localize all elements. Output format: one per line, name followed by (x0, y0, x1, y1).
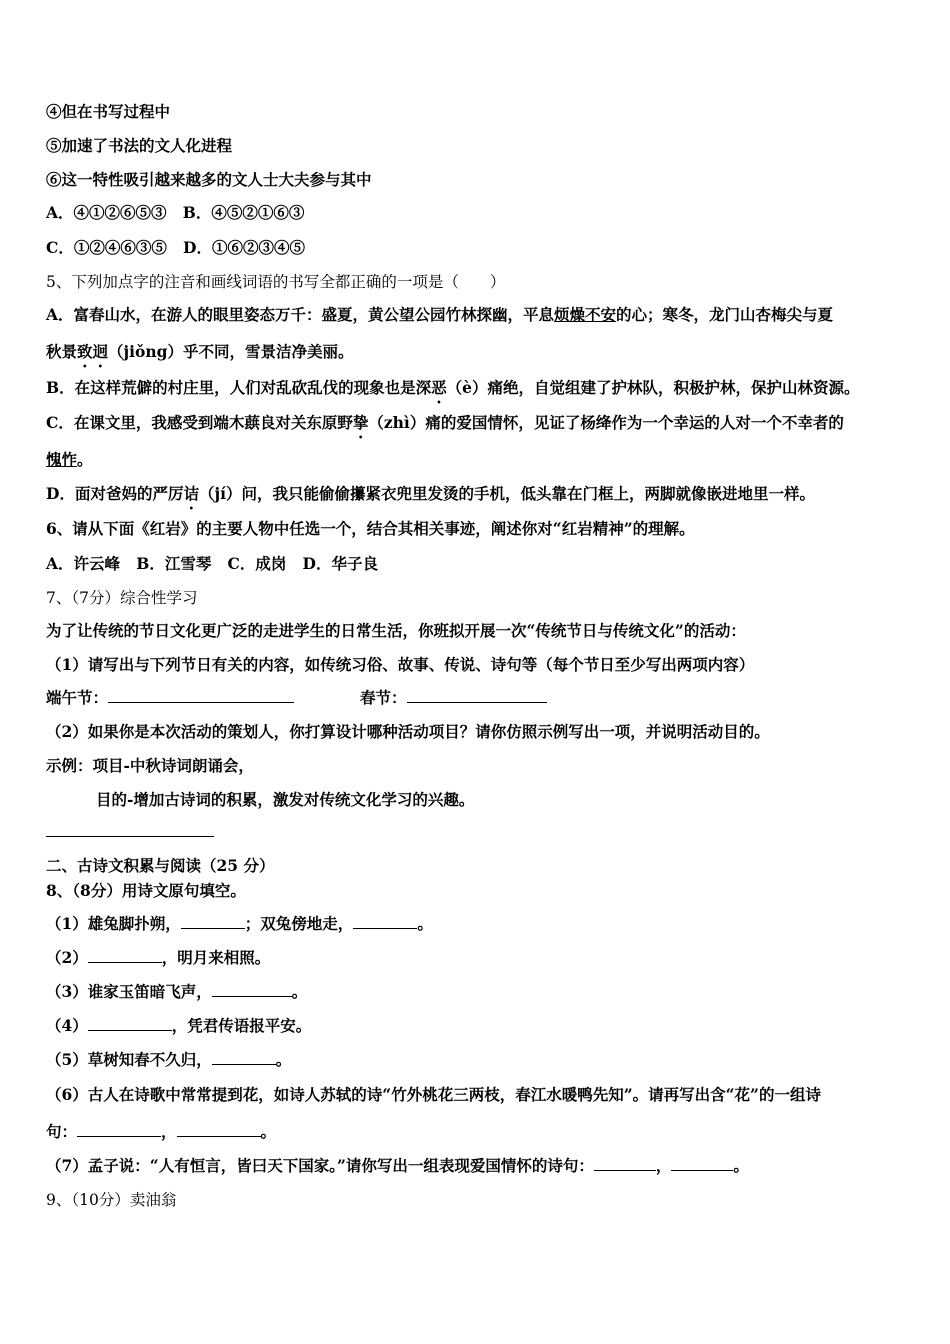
q5-option-c-line1 (46, 413, 844, 442)
q7-part2: （2）如果你是本次活动的策划人，你打算设计哪种活动项目？请你仿照示例写出一项，并说明活动目的。 (46, 722, 770, 741)
q5-option-c-line2 (46, 450, 93, 470)
answer-blank[interactable] (353, 914, 417, 929)
answer-blank[interactable] (88, 948, 162, 963)
dotted-word: 恶 (431, 378, 447, 397)
answer-blank[interactable] (594, 1156, 656, 1171)
text: D．面对爸妈的严厉 (46, 484, 184, 503)
separator-line (46, 836, 214, 837)
q6-options: A．许云峰 B．江雪琴 C．成岗 D．华子良 (46, 554, 378, 573)
underlined-word: 愧怍 (46, 450, 78, 469)
chunjie-blank[interactable] (407, 688, 547, 703)
text: （jí）问，我只能偷偷攥紧衣兜里发烫的手机，低头靠在门框上，两脚就像嵌进地里一样。 (198, 484, 815, 503)
text: B．在这样荒僻的村庄里，人们对乱砍乱伐的现象也是深 (46, 378, 432, 397)
q8-sentence-5 (46, 1050, 291, 1070)
q8-sentence-2 (46, 948, 270, 968)
answer-blank[interactable] (671, 1156, 733, 1171)
chunjie-label: 春节： (360, 688, 407, 707)
underlined-word: 烦燥不安 (554, 305, 617, 324)
q7-festival-answers (46, 688, 547, 708)
answer-blank[interactable] (212, 1050, 276, 1065)
q7-example-2: 目的-增加古诗词的积累，激发对传统文化学习的兴趣。 (96, 790, 475, 809)
text: 。 (77, 450, 93, 469)
text: 。 (291, 982, 308, 1001)
q7-part1: （1）请写出与下列节日有关的内容，如传统习俗、故事、传说、诗句等（每个节日至少写出两项内容） (46, 655, 755, 674)
q7-example-1: 示例：项目-中秋诗词朗诵会， (46, 756, 254, 775)
text: （7）孟子说：“人有恒言，皆曰天下国家。”请你写出一组表现爱国情怀的诗句： (46, 1156, 594, 1175)
text: 。 (417, 914, 433, 933)
answer-blank[interactable] (77, 1122, 161, 1137)
q4-item-6: ⑥这一特性吸引越来越多的文人士大夫参与其中 (46, 170, 372, 189)
q8-sentence-4 (46, 1016, 311, 1036)
q8-sentence-1 (46, 914, 433, 934)
text: 。 (275, 1050, 292, 1069)
q4-item-4: ④但在书写过程中 (46, 102, 171, 121)
answer-blank[interactable] (177, 1122, 261, 1137)
q5-option-d (46, 484, 815, 513)
text: ；双兔傍地走， (244, 914, 354, 933)
text: ，明月来相照。 (161, 948, 271, 967)
duanwu-blank[interactable] (108, 688, 294, 703)
q9-title: 9、（10分）卖油翁 (46, 1191, 177, 1209)
text: （zhì）痛的爱国情怀，见证了杨绛作为一个幸运的人对一个不幸者的 (368, 413, 844, 432)
duanwu-label: 端午节： (46, 688, 109, 707)
dotted-word: 挚 (352, 413, 369, 432)
q8-sentence-3 (46, 982, 307, 1002)
text: （è）痛绝，自觉组建了护林队，积极护林，保护山林资源。 (446, 378, 860, 397)
answer-blank[interactable] (212, 982, 292, 997)
q8-title: 8、（8分）用诗文原句填空。 (46, 881, 246, 900)
section-2-title: 二、古诗文积累与阅读（25 分） (46, 856, 275, 875)
dotted-word: 致迥 (77, 342, 109, 361)
text: （2） (46, 948, 88, 967)
q8-sentence-7 (46, 1156, 749, 1176)
text: 秋景 (46, 342, 78, 361)
dotted-word: 诘 (183, 484, 199, 503)
q8-sentence-6: （6）古人在诗歌中常常提到花，如诗人苏轼的诗“竹外桃花三两枝，春江水暖鸭先知”。请再写出含“花”的一组诗 (46, 1085, 821, 1104)
text: ， (161, 1122, 177, 1141)
answer-blank[interactable] (181, 914, 245, 929)
q5-option-a-line2 (46, 342, 353, 371)
q4-options-ab: A．④①②⑥⑤③ B．④⑤②①⑥③ (46, 203, 305, 222)
q5-option-b (46, 378, 860, 407)
q4-options-cd: C．①②④⑥③⑤ D．①⑥②③④⑤ (46, 238, 305, 257)
text: ，凭君传语报平安。 (171, 1016, 312, 1035)
answer-blank[interactable] (88, 1016, 172, 1031)
text: C．在课文里，我感受到端木蕻良对关东原野 (46, 413, 353, 432)
text: 。 (260, 1122, 277, 1141)
q4-item-5: ⑤加速了书法的文人化进程 (46, 136, 233, 155)
text: （3）谁家玉笛暗飞声， (46, 982, 212, 1001)
q6-stem: 6、请从下面《红岩》的主要人物中任选一个，结合其相关事迹，阐述你对“红岩精神”的理解。 (46, 519, 695, 538)
text: 。 (733, 1156, 749, 1175)
q5-option-a-line1 (46, 305, 833, 325)
text: （jiǒng）乎不同，雪景洁净美丽。 (108, 342, 354, 361)
text: （5）草树知春不久归， (46, 1050, 212, 1069)
text: （4） (46, 1016, 88, 1035)
text: 的心；寒冬，龙门山杏梅尖与夏 (616, 305, 834, 324)
text: （1）雄兔脚扑朔， (46, 914, 181, 933)
q5-stem: 5、下列加点字的注音和画线词语的书写全都正确的一项是（ ） (46, 273, 506, 291)
q7-intro: 为了让传统的节日文化更广泛的走进学生的日常生活，你班拟开展一次“传统节日与传统文化”的活动： (46, 621, 746, 640)
q8-sentence-6-answer (46, 1122, 276, 1142)
q7-title: 7、（7分）综合性学习 (46, 589, 198, 607)
text: ， (655, 1156, 672, 1175)
text: A．富春山水，在游人的眼里姿态万千：盛夏，黄公望公园竹林探幽，平息 (46, 305, 555, 324)
text: 句： (46, 1122, 78, 1141)
